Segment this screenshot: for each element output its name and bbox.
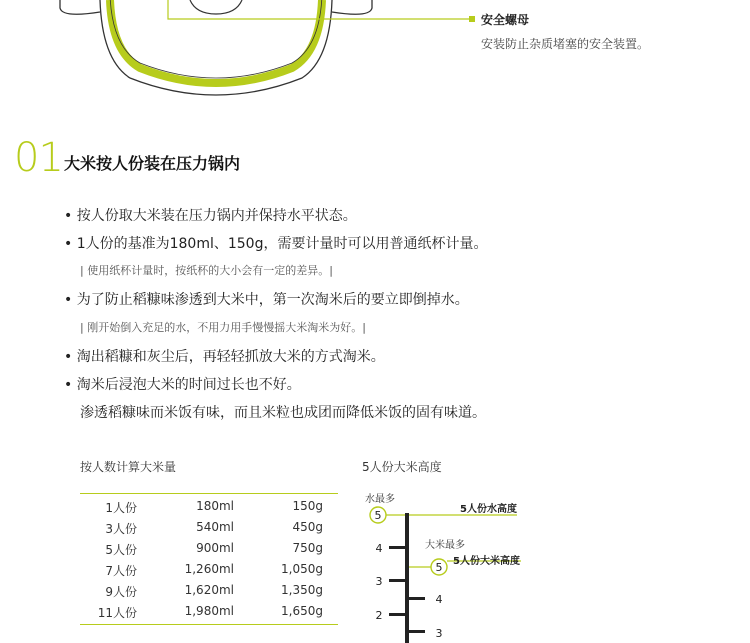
bullet-item: • 为了防止稻糠味渗透到大米中，第一次淘米后的要立即倒掉水。 [64, 292, 469, 308]
table-cell: 5人份 [105, 543, 137, 557]
section-number: 01 [14, 135, 63, 181]
callout-marker [469, 16, 475, 22]
table-cell: 750g [292, 541, 323, 555]
table-cell: 1,980ml [184, 604, 234, 618]
table-top-rule [80, 493, 338, 494]
rice-level-label: 5人份大米高度 [453, 556, 520, 567]
bullet-continuation: 渗透稻糠味而米饭有味，而且米粒也成团而降低米饭的固有味道。 [80, 405, 486, 421]
section-title: 大米按人份装在压力锅内 [64, 154, 241, 173]
rice-height-gauge [355, 485, 555, 643]
table-title: 按人数计算大米量 [80, 460, 177, 474]
table-cell: 150g [292, 499, 323, 513]
callout-title: 安全螺母 [481, 13, 530, 27]
gauge-tick-label: 4 [375, 542, 383, 555]
table-cell: 1,050g [281, 562, 323, 576]
bullet-note: | 刚开始倒入充足的水，不用力用手慢慢摇大米淘米为好。| [80, 321, 366, 334]
callout-description: 安装防止杂质堵塞的安全装置。 [481, 37, 650, 51]
water-marker-label: 5 [374, 509, 382, 522]
pot-left-handle [60, 0, 100, 14]
gauge-tick-label: 3 [435, 627, 443, 640]
table-cell: 9人份 [105, 585, 137, 599]
table-cell: 180ml [196, 499, 234, 513]
table-cell: 1,620ml [184, 583, 234, 597]
gauge-title: 5人份大米高度 [362, 460, 442, 474]
table-cell: 11人份 [97, 606, 137, 620]
table-cell: 900ml [196, 541, 234, 555]
table-cell: 1人份 [105, 501, 137, 515]
pot-gasket-ring [110, 0, 322, 83]
bullet-note: | 使用纸杯计量时，按纸杯的大小会有一定的差异。| [80, 264, 333, 277]
table-cell: 450g [292, 520, 323, 534]
bullet-item: • 按人份取大米装在压力锅内并保持水平状态。 [64, 208, 357, 224]
safety-nut [190, 0, 242, 14]
gauge-tick-label: 2 [375, 609, 383, 622]
table-bottom-rule [80, 624, 338, 625]
table-cell: 1,350g [281, 583, 323, 597]
pressure-cooker-illustration [0, 0, 750, 110]
gauge-tick-label: 3 [375, 575, 383, 588]
gauge-tick-label: 4 [435, 593, 443, 606]
rice-max-label: 大米最多 [425, 540, 465, 551]
table-cell: 1,650g [281, 604, 323, 618]
rice-marker-label: 5 [435, 561, 443, 574]
table-cell: 3人份 [105, 522, 137, 536]
table-cell: 540ml [196, 520, 234, 534]
table-cell: 7人份 [105, 564, 137, 578]
water-max-label: 水最多 [365, 494, 395, 505]
table-cell: 1,260ml [184, 562, 234, 576]
gauge-scale-bar [405, 513, 409, 643]
bullet-item: • 淘出稻糠和灰尘后，再轻轻抓放大米的方式淘米。 [64, 349, 385, 365]
bullet-item: • 淘米后浸泡大米的时间过长也不好。 [64, 377, 301, 393]
bullet-item: • 1人份的基准为180ml、150g，需要计量时可以用普通纸杯计量。 [64, 236, 488, 252]
pot-right-handle [332, 0, 372, 14]
water-level-label: 5人份水高度 [460, 504, 517, 515]
